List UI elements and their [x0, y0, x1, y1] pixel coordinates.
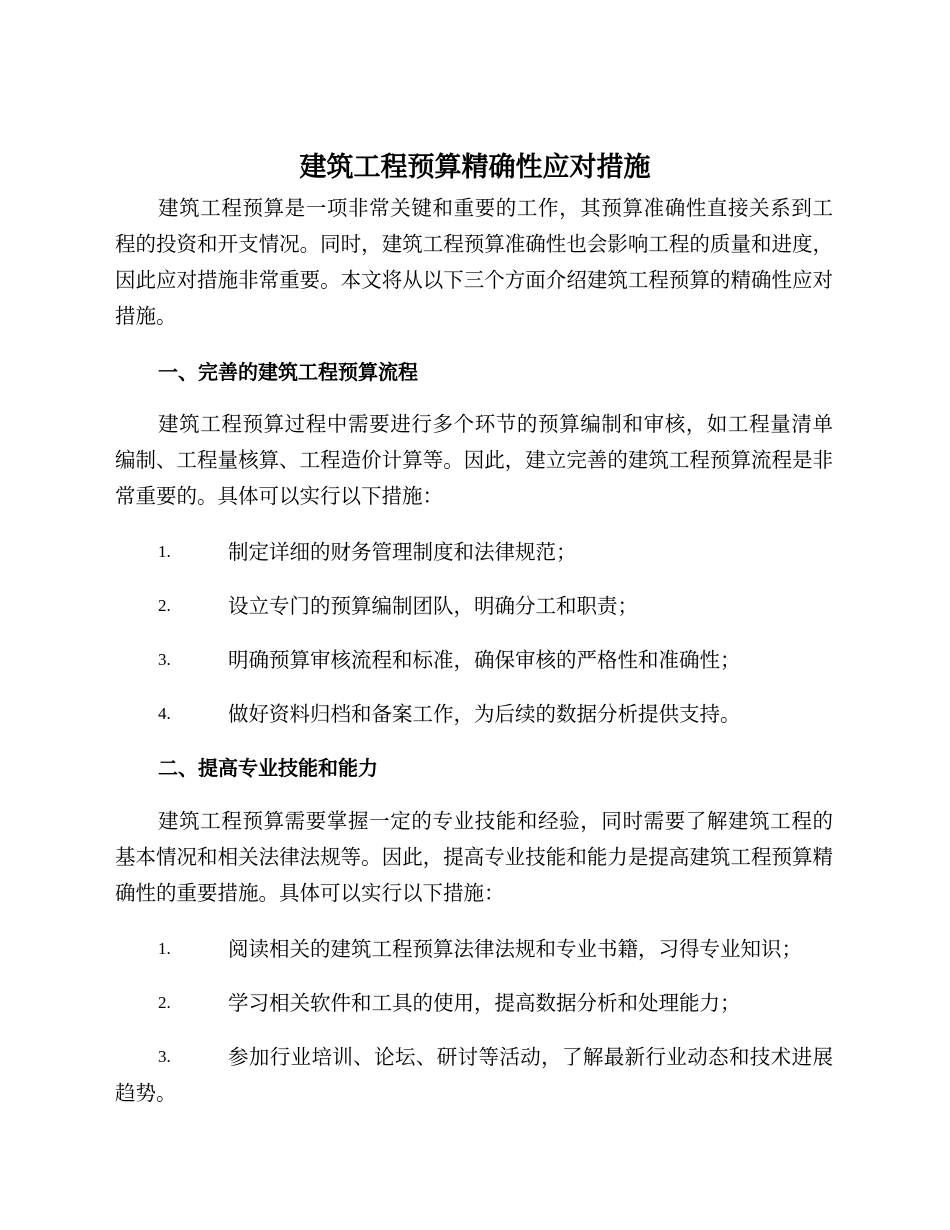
list-item-number: 3.: [158, 1047, 171, 1066]
list-item-text: 学习相关软件和工具的使用，提高数据分析和处理能力；: [228, 991, 741, 1015]
list-item-number: 2.: [158, 993, 171, 1012]
section-2-paragraph: 建筑工程预算需要掌握一定的专业技能和经验，同时需要了解建筑工程的基本情况和相关法律法规等。因此，提高专业技能和能力是提高建筑工程预算精确性的重要措施。具体可以实行以下措施：: [115, 809, 833, 905]
list-item: [115, 985, 833, 1021]
section-1-paragraph: 建筑工程预算过程中需要进行多个环节的预算编制和审核，如工程量清单编制、工程量核算、工程造价计算等。因此，建立完善的建筑工程预算流程是非常重要的。具体可以实行以下措施：: [115, 412, 833, 508]
list-item: [115, 588, 833, 624]
list-item: [115, 696, 833, 732]
list-item-number: 1.: [158, 939, 171, 958]
list-item-text: 明确预算审核流程和标准，确保审核的严格性和准确性；: [228, 648, 741, 672]
list-item-number: 2.: [158, 596, 171, 615]
list-item-number: 3.: [158, 650, 171, 669]
list-item: [115, 534, 833, 570]
list-item-number: 4.: [158, 704, 171, 723]
intro-paragraph: 建筑工程预算是一项非常关键和重要的工作，其预算准确性直接关系到工程的投资和开支情况。同时，建筑工程预算准确性也会影响工程的质量和进度，因此应对措施非常重要。本文将从以下三个方面介绍建筑工程预算的精确性应对措施。: [115, 196, 833, 328]
section-heading-2: 二、提高专业技能和能力: [158, 756, 378, 780]
section-heading-1: 一、完善的建筑工程预算流程: [158, 360, 418, 384]
document-title: 建筑工程预算精确性应对措施: [299, 152, 651, 183]
list-item: [115, 1039, 833, 1111]
list-item-text: 参加行业培训、论坛、研讨等活动，了解最新行业动态和技术进展趋势。: [115, 1045, 833, 1105]
list-item-number: 1.: [158, 542, 171, 561]
list-item: [115, 931, 833, 967]
list-item-text: 做好资料归档和备案工作，为后续的数据分析提供支持。: [228, 702, 741, 726]
list-item-text: 设立专门的预算编制团队，明确分工和职责；: [228, 594, 638, 618]
list-item-text: 制定详细的财务管理制度和法律规范；: [228, 540, 577, 564]
list-item-text: 阅读相关的建筑工程预算法律法规和专业书籍，习得专业知识；: [228, 937, 802, 961]
list-item: [115, 642, 833, 678]
